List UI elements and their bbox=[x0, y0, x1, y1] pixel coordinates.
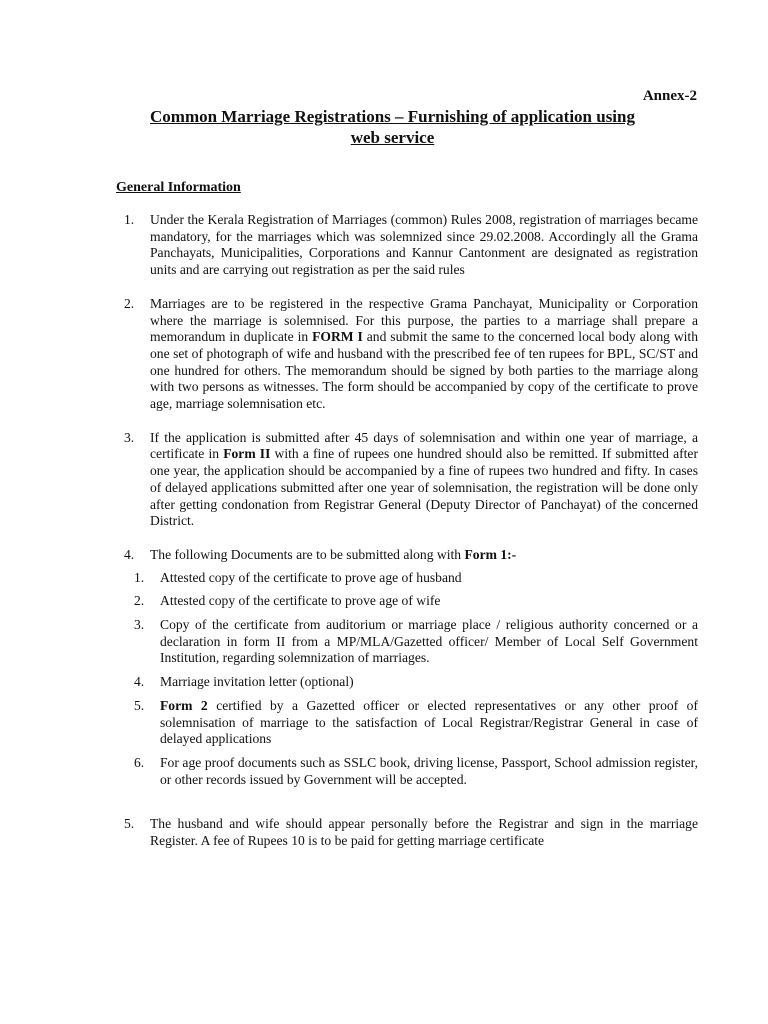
information-list bbox=[124, 212, 698, 850]
document-text: Marriage invitation letter (optional) bbox=[160, 674, 354, 690]
item-text bbox=[150, 430, 698, 530]
item-text-part: with a fine of rupees one hundred should also be remitted. If submitted after one year, the application should be accompanied by a fine of rupees two hundred and fifty. In cases of delayed applications submitted after one year of solemnisation, the registration will be done only after getting condonation from Registrar General (Deputy Director of Panchayat) of the concerned District. bbox=[150, 446, 698, 529]
document-number: 5. bbox=[134, 697, 145, 713]
document-item bbox=[134, 570, 698, 587]
item-text-part: If the application is submitted after 45 days of solemnisation and within one year of marriage, a certificate in bbox=[150, 429, 698, 462]
document-number: 6. bbox=[134, 754, 145, 770]
item-number: 3. bbox=[124, 429, 135, 445]
document-item bbox=[134, 674, 698, 691]
item-text-part: The following Documents are to be submitted along with bbox=[150, 546, 465, 562]
document-number: 4. bbox=[134, 674, 145, 690]
form-reference: Form II bbox=[223, 446, 271, 462]
document-number: 2. bbox=[134, 593, 145, 609]
document-item bbox=[134, 755, 698, 788]
document-item bbox=[134, 593, 698, 610]
list-item bbox=[124, 212, 698, 279]
item-number: 5. bbox=[124, 816, 135, 832]
document-number: 1. bbox=[134, 569, 145, 585]
item-text: Under the Kerala Registration of Marriages (common) Rules 2008, registration of marriages became mandatory, for the marriages which was solemnized since 29.02.2008. Accordingly all the Grama Panchayats, Municipalities, Corporations and Kannur Cantonment are designated as registration units and are carrying out registration as per the said rules bbox=[150, 212, 698, 278]
document-text: Copy of the certificate from auditorium or marriage place / religious authority concerned or a declaration in form II from a MP/MLA/Gazetted officer/ Member of Local Self Government Institution, regarding solemnization of marriages. bbox=[160, 617, 698, 666]
document-text-part: certified by a Gazetted officer or elected representatives or any other proof of solemnisation of marriage to the satisfaction of Local Registrar/Registrar General in case of delayed applications bbox=[160, 697, 698, 747]
list-item bbox=[124, 430, 698, 530]
item-number: 1. bbox=[124, 212, 135, 227]
title-line-1: Common Marriage Registrations – Furnishing of application using bbox=[150, 107, 635, 126]
list-item bbox=[124, 816, 698, 849]
item-text: The husband and wife should appear personally before the Registrar and sign in the marriage Register. A fee of Rupees 10 is to be paid for getting marriage certificate bbox=[150, 816, 698, 849]
form-reference: Form 2 bbox=[160, 697, 208, 713]
documents-sublist bbox=[124, 570, 698, 789]
form-reference: Form 1:- bbox=[464, 546, 517, 562]
title-line-2: web service bbox=[350, 128, 435, 147]
item-number: 4. bbox=[124, 546, 135, 562]
document-title bbox=[100, 106, 685, 148]
item-text bbox=[150, 547, 698, 564]
item-text-part: Marriages are to be registered in the respective Grama Panchayat, Municipality or Corporation where the marriage is solemnised. For this purpose, the parties to a marriage shall prepare a memorandum in duplicate in bbox=[150, 295, 698, 345]
form-reference: FORM I bbox=[312, 329, 363, 345]
document-item bbox=[134, 617, 698, 667]
annex-label: Annex-2 bbox=[642, 88, 697, 104]
list-item bbox=[124, 547, 698, 564]
list-item bbox=[124, 296, 698, 413]
item-text-part: and submit the same to the concerned local body along with one set of photograph of wife and husband with the prescribed fee of ten rupees for BPL, SC/ST and one hundred for others. The memorandum should be signed by both parties to the marriage along with two persons as witnesses. The form should be accompanied by copy of the certificate to prove age, marriage solemnisation etc. bbox=[150, 329, 699, 412]
document-item bbox=[134, 698, 698, 748]
item-text bbox=[150, 296, 698, 413]
document-text: Attested copy of the certificate to prove age of wife bbox=[160, 593, 441, 609]
item-number: 2. bbox=[124, 295, 135, 311]
document-text: For age proof documents such as SSLC book, driving license, Passport, School admission register, or other records issued by Government will be accepted. bbox=[160, 754, 698, 787]
document-number: 3. bbox=[134, 617, 145, 633]
document-text: Attested copy of the certificate to prove age of husband bbox=[160, 569, 462, 585]
document-text bbox=[160, 698, 698, 748]
section-heading: General Information bbox=[116, 180, 241, 195]
